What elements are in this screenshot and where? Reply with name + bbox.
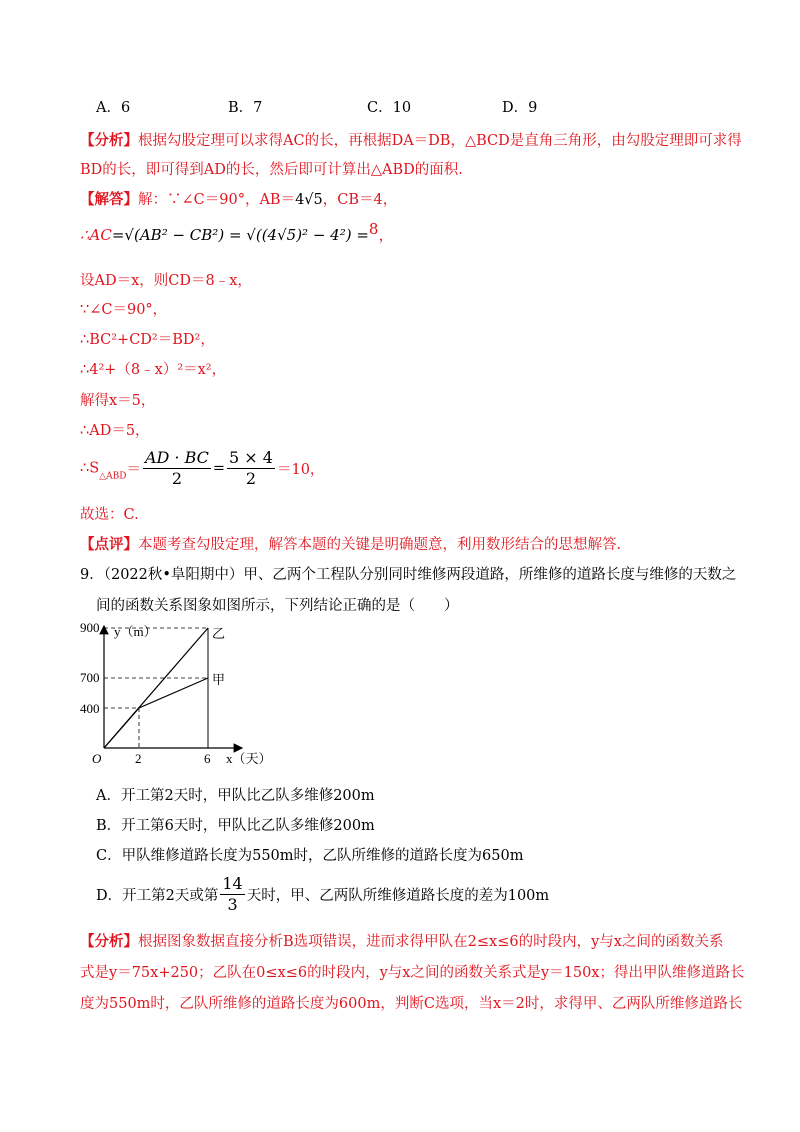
solution-line3: 设AD＝x，则CD＝8﹣x，	[80, 273, 252, 289]
fraction1-numerator: AD · BC	[144, 448, 209, 467]
y-axis-label: y（m）	[114, 624, 157, 639]
option-d-fraction	[220, 874, 244, 915]
fraction2-denominator: 2	[245, 469, 257, 488]
option-a: A．6	[96, 100, 131, 116]
area-prefix: ∴S	[80, 460, 100, 477]
analysis2-line3: 度为550m时，乙队所维修的道路长度为600m，判断C选项，当x＝2时，求得甲、乙两队所维修道路长	[80, 996, 743, 1012]
function-graph	[80, 618, 280, 774]
analysis-block	[80, 131, 742, 151]
area-equation: $\therefore S_{\triangle ABD}=$ $\frac{AD \cdot BC}{2}$ = $\frac{5 \times 4}{2}$ ＝10，	[80, 448, 325, 488]
ac-end: ，	[378, 226, 394, 244]
analysis-line1: 根据勾股定理可以求得AC的长，再根据DA＝DB，△BCD是直角三角形，由勾股定理即可求得	[138, 133, 742, 149]
ac-prefix: ∴AC	[80, 226, 112, 244]
analysis2-tag: 【分析】	[80, 933, 138, 950]
label-yi: 乙	[212, 626, 226, 641]
solution-line6: ∴4²+（8﹣x）²＝x²，	[80, 362, 227, 378]
solution-line1	[80, 190, 397, 210]
option-d-prefix: D．开工第2天或第	[96, 888, 219, 904]
x-tick-2: 2	[135, 751, 142, 766]
ac-expression: =√(AB² − CB²) = √((4√5)² − 4²) =	[111, 226, 369, 244]
question9-line1: 9．（2022秋•阜阳期中）甲、乙两个工程队分别同时维修两段道路，所维修的道路长度与维修的天数之	[80, 567, 737, 583]
ac-result: 8	[368, 220, 379, 238]
solution-line7: 解得x＝5，	[80, 393, 156, 409]
q9-option-c: C．甲队维修道路长度为550m时，乙队所维修的道路长度为650m	[96, 848, 524, 864]
solution-line8: ∴AD＝5，	[80, 423, 150, 439]
comment-block	[80, 535, 621, 555]
q9-option-a: A．开工第2天时，甲队比乙队多维修200m	[96, 788, 375, 804]
ac-equation	[80, 222, 393, 248]
y-tick-900: 900	[80, 620, 100, 635]
fraction1-denominator: 2	[171, 469, 182, 488]
solution-tag: 【解答】	[80, 191, 138, 208]
question9-line2: 间的函数关系图象如图所示，下列结论正确的是（ ）	[96, 598, 459, 614]
origin-label: O	[92, 751, 102, 766]
option-d-numerator: 14	[222, 874, 243, 893]
comment-text: 本题考查勾股定理，解答本题的关键是明确题意，利用数形结合的思想解答.	[138, 537, 622, 553]
x-tick-6: 6	[204, 751, 211, 766]
solution-given-cb: ，CB＝4，	[322, 192, 398, 208]
option-d-suffix: 天时，甲、乙两队所维修道路长度的差为100m	[246, 888, 550, 904]
q9-option-b: B．开工第6天时，甲队比乙队多维修200m	[96, 818, 375, 834]
solution-choice: 故选：C.	[80, 507, 139, 523]
ab-value: 4√5	[295, 192, 323, 208]
y-tick-400: 400	[80, 701, 100, 716]
area-subscript: △ABD	[99, 471, 127, 482]
option-d-denominator: 3	[227, 895, 238, 914]
y-tick-700: 700	[80, 670, 100, 685]
analysis2-line2: 式是y＝75x+250；乙队在0≤x≤6的时段内，y与x之间的函数关系式是y＝150x；得出甲队维修道路长	[80, 965, 745, 981]
solution-line5: ∴BC²+CD²＝BD²，	[80, 332, 215, 348]
analysis2-block	[80, 932, 723, 952]
analysis-line2: BD的长，即可得到AD的长，然后即可计算出△ABD的面积.	[80, 162, 463, 178]
area-fraction-1	[143, 448, 211, 489]
area-fraction-2	[227, 448, 275, 489]
solution-line4: ∵∠C＝90°，	[80, 302, 168, 318]
option-b: B．7	[228, 100, 263, 116]
area-result: ＝10，	[276, 462, 325, 478]
option-d: D．9	[502, 100, 538, 116]
label-jia: 甲	[212, 672, 226, 687]
option-c: C．10	[367, 100, 412, 116]
analysis-tag: 【分析】	[80, 132, 138, 149]
q9-option-d	[96, 874, 549, 915]
comment-tag: 【点评】	[80, 536, 138, 553]
analysis2-line1: 根据图象数据直接分析B选项错误，进而求得甲队在2≤x≤6的时段内，y与x之间的函数关系	[138, 934, 724, 950]
solution-given: 解：∵∠C＝90°，AB＝	[138, 192, 296, 208]
x-axis-label: x（天）	[226, 751, 272, 766]
area-eq: ＝	[126, 462, 141, 478]
fraction2-numerator: 5 × 4	[229, 448, 273, 467]
